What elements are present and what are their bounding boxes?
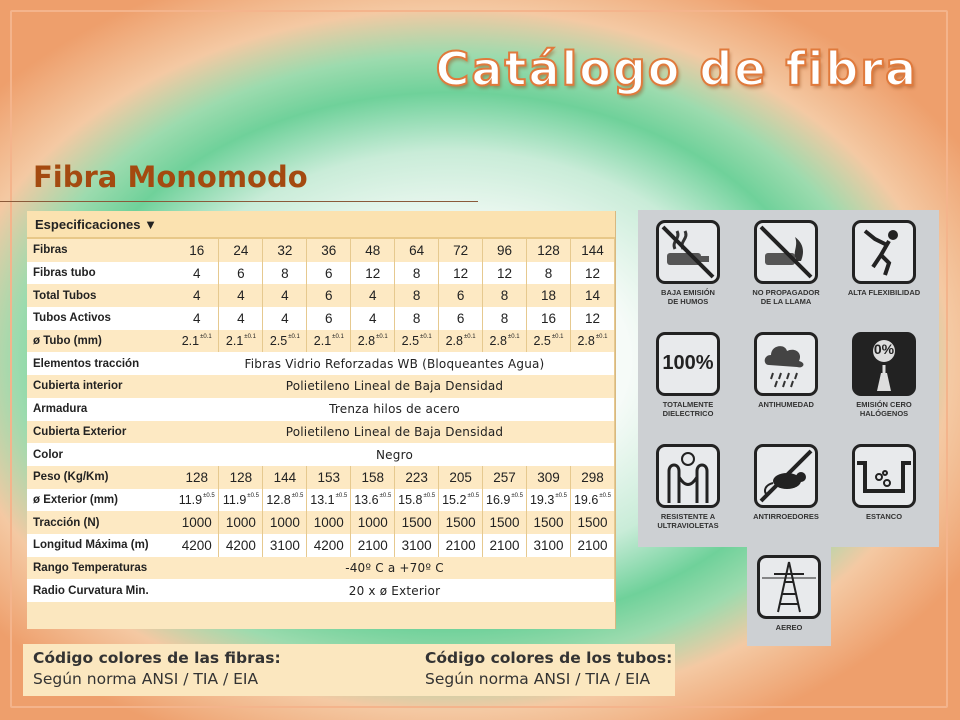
spec-row — [27, 421, 615, 444]
spec-label: Fibras tubo — [27, 262, 175, 285]
spec-value: 36 — [307, 239, 351, 262]
spec-value: 1500 — [439, 511, 483, 534]
tube-color-code-text: Según norma ANSI / TIA / EIA — [425, 670, 651, 688]
spec-value: 8 — [483, 307, 527, 330]
spec-value: $19.6^{\pm 0.5}$ — [570, 489, 614, 512]
spec-value: 8 — [395, 262, 439, 285]
spec-value: 24 — [219, 239, 263, 262]
flexibility-label: ALTA FLEXIBILIDAD — [847, 288, 921, 297]
spec-row — [27, 443, 615, 466]
spec-label: Tracción (N) — [27, 511, 175, 534]
fiber-color-code — [33, 648, 281, 690]
spec-value: 16 — [175, 239, 219, 262]
spec-value: 8 — [395, 307, 439, 330]
anti-rodent-label: ANTIRROEDORES — [753, 512, 819, 521]
spec-value: $15.2^{\pm 0.5}$ — [439, 489, 483, 512]
spec-row — [27, 534, 615, 557]
spec-value: $2.8^{\pm 0.1}$ — [570, 330, 614, 353]
spec-value: 12 — [351, 262, 395, 285]
spec-value: 128 — [527, 239, 571, 262]
spec-label: Peso (Kg/Km) — [27, 466, 175, 489]
spec-label: Longitud Máxima (m) — [27, 534, 175, 557]
spec-value: 1000 — [219, 511, 263, 534]
aerial-label: AEREO — [775, 623, 803, 632]
spec-label: ø Exterior (mm) — [27, 489, 175, 512]
spec-row — [27, 511, 615, 534]
spec-value: 6 — [307, 307, 351, 330]
spec-value: 309 — [527, 466, 571, 489]
spec-value: 6 — [439, 284, 483, 307]
spec-value: $13.6^{\pm 0.5}$ — [351, 489, 395, 512]
spec-value: 4200 — [219, 534, 263, 557]
spec-row — [27, 489, 615, 512]
spec-value: 298 — [570, 466, 614, 489]
spec-value: 3100 — [395, 534, 439, 557]
spec-value: 4 — [175, 307, 219, 330]
spec-label: Tubos Activos — [27, 307, 175, 330]
tube-color-code — [425, 648, 672, 690]
spec-value: $11.9^{\pm 0.5}$ — [175, 489, 219, 512]
spec-value: 257 — [483, 466, 527, 489]
spec-label: Color — [27, 443, 175, 466]
spec-value: $16.9^{\pm 0.5}$ — [483, 489, 527, 512]
low-smoke-icon — [656, 220, 720, 284]
spec-row — [27, 466, 615, 489]
spec-value: $2.1^{\pm 0.1}$ — [175, 330, 219, 353]
spec-value: 72 — [439, 239, 483, 262]
spec-value: 6 — [307, 284, 351, 307]
features-icon-panel — [638, 210, 939, 547]
spec-value: Polietileno Lineal de Baja Densidad — [175, 421, 615, 444]
spec-value: $2.8^{\pm 0.1}$ — [483, 330, 527, 353]
spec-value: $12.8^{\pm 0.5}$ — [263, 489, 307, 512]
spec-value: 1500 — [527, 511, 571, 534]
spec-value: 20 x ø Exterior — [175, 579, 615, 602]
spec-value: -40º C a +70º C — [175, 557, 615, 580]
spec-value: $2.8^{\pm 0.1}$ — [351, 330, 395, 353]
aerial-icon-panel — [747, 547, 831, 646]
watertight-label: ESTANCO — [865, 512, 903, 521]
spec-value: 8 — [483, 284, 527, 307]
spec-value: 64 — [395, 239, 439, 262]
feature-aerial — [739, 555, 839, 632]
flexibility-icon — [852, 220, 916, 284]
spec-value: 205 — [439, 466, 483, 489]
spec-value: 128 — [219, 466, 263, 489]
spec-value: 2100 — [439, 534, 483, 557]
spec-value: 1000 — [263, 511, 307, 534]
specifications-grid — [27, 239, 615, 602]
fiber-color-code-title: Código colores de las fibras: — [33, 649, 281, 667]
spec-value: 48 — [351, 239, 395, 262]
spec-value: 4 — [219, 307, 263, 330]
feature-flexibility — [834, 220, 934, 297]
spec-value: 12 — [570, 262, 614, 285]
spec-row — [27, 284, 615, 307]
spec-value: 3100 — [263, 534, 307, 557]
spec-value: 3100 — [527, 534, 571, 557]
specifications-header: Especificaciones ▼ — [27, 211, 615, 239]
spec-value: 6 — [439, 307, 483, 330]
spec-value: $19.3^{\pm 0.5}$ — [527, 489, 571, 512]
spec-value: $2.1^{\pm 0.1}$ — [219, 330, 263, 353]
spec-value: 4 — [351, 307, 395, 330]
spec-value: 144 — [570, 239, 614, 262]
feature-anti-humidity — [736, 332, 836, 409]
spec-label: Elementos tracción — [27, 352, 175, 375]
color-codes-panel — [23, 644, 675, 696]
feature-uv-resistant — [638, 444, 738, 530]
spec-value: 8 — [263, 262, 307, 285]
dielectric-label: TOTALMENTE DIELECTRICO — [662, 400, 714, 418]
feature-dielectric — [638, 332, 738, 418]
spec-value: 96 — [483, 239, 527, 262]
spec-value: $2.8^{\pm 0.1}$ — [439, 330, 483, 353]
spec-value: $13.1^{\pm 0.5}$ — [307, 489, 351, 512]
spec-value: $2.5^{\pm 0.1}$ — [395, 330, 439, 353]
spec-value: 12 — [483, 262, 527, 285]
spec-value: Trenza hilos de acero — [175, 398, 615, 421]
spec-value: $2.5^{\pm 0.1}$ — [527, 330, 571, 353]
specifications-table — [27, 211, 616, 629]
spec-value: $2.5^{\pm 0.1}$ — [263, 330, 307, 353]
spec-value: 4 — [175, 262, 219, 285]
dielectric-mark: 100% — [662, 352, 714, 374]
spec-value: 4200 — [175, 534, 219, 557]
spec-label: Total Tubos — [27, 284, 175, 307]
spec-value: 12 — [570, 307, 614, 330]
spec-value: 1500 — [395, 511, 439, 534]
spec-value: 4 — [219, 284, 263, 307]
spec-value: Fibras Vidrio Reforzadas WB (Bloqueantes Agua) — [175, 352, 615, 375]
spec-value: 2100 — [483, 534, 527, 557]
spec-label: Cubierta Exterior — [27, 421, 175, 444]
spec-row — [27, 330, 615, 353]
spec-label: Rango Temperaturas — [27, 557, 175, 580]
spec-row — [27, 375, 615, 398]
spec-row — [27, 398, 615, 421]
feature-zero-halogen — [834, 332, 934, 418]
feature-low-smoke — [638, 220, 738, 306]
slide-title: Catálogo de fibra — [435, 42, 918, 96]
spec-value: 2100 — [351, 534, 395, 557]
spec-label: Radio Curvatura Min. — [27, 579, 175, 602]
spec-value: 32 — [263, 239, 307, 262]
subtitle-divider — [0, 201, 478, 202]
feature-anti-rodent — [736, 444, 836, 521]
spec-value: 158 — [351, 466, 395, 489]
slide-subtitle: Fibra Monomodo — [33, 160, 308, 194]
zero-halogen-icon — [852, 332, 916, 396]
spec-value: 128 — [175, 466, 219, 489]
spec-value: 153 — [307, 466, 351, 489]
spec-value: 4200 — [307, 534, 351, 557]
spec-value: Negro — [175, 443, 615, 466]
spec-value: 1000 — [307, 511, 351, 534]
watertight-icon — [852, 444, 916, 508]
spec-value: Polietileno Lineal de Baja Densidad — [175, 375, 615, 398]
spec-value: $11.9^{\pm 0.5}$ — [219, 489, 263, 512]
spec-value: 144 — [263, 466, 307, 489]
spec-row — [27, 307, 615, 330]
tube-color-code-title: Código colores de los tubos: — [425, 649, 673, 667]
feature-watertight — [834, 444, 934, 521]
flame-retardant-label: NO PROPAGADOR DE LA LLAMA — [752, 288, 820, 306]
spec-label: Cubierta interior — [27, 375, 175, 398]
spec-value: 8 — [527, 262, 571, 285]
spec-row — [27, 579, 615, 602]
spec-value: 4 — [175, 284, 219, 307]
spec-value: 12 — [439, 262, 483, 285]
spec-value: $15.8^{\pm 0.5}$ — [395, 489, 439, 512]
spec-row — [27, 262, 615, 285]
spec-value: $2.1^{\pm 0.1}$ — [307, 330, 351, 353]
uv-resistant-label: RESISTENTE A ULTRAVIOLETAS — [657, 512, 719, 530]
spec-value: 4 — [263, 284, 307, 307]
spec-value: 1000 — [351, 511, 395, 534]
spec-value: 6 — [307, 262, 351, 285]
spec-value: 1500 — [483, 511, 527, 534]
spec-value: 6 — [219, 262, 263, 285]
spec-value: 14 — [570, 284, 614, 307]
spec-value: 4 — [263, 307, 307, 330]
spec-value: 223 — [395, 466, 439, 489]
spec-value: 1000 — [175, 511, 219, 534]
spec-label: Fibras — [27, 239, 175, 262]
aerial-icon — [757, 555, 821, 619]
anti-humidity-label: ANTIHUMEDAD — [758, 400, 814, 409]
zero-halogen-mark: 0% — [873, 341, 895, 357]
spec-value: 1500 — [570, 511, 614, 534]
uv-resistant-icon — [656, 444, 720, 508]
spec-row — [27, 239, 615, 262]
spec-value: 8 — [395, 284, 439, 307]
anti-humidity-icon — [754, 332, 818, 396]
anti-rodent-icon — [754, 444, 818, 508]
spec-value: 2100 — [570, 534, 614, 557]
spec-row — [27, 557, 615, 580]
spec-row — [27, 352, 615, 375]
dielectric-icon — [656, 332, 720, 396]
spec-value: 4 — [351, 284, 395, 307]
low-smoke-label: BAJA EMISIÓN DE HUMOS — [661, 288, 715, 306]
feature-flame-retardant — [736, 220, 836, 306]
spec-value: 16 — [527, 307, 571, 330]
spec-value: 18 — [527, 284, 571, 307]
fiber-color-code-text: Según norma ANSI / TIA / EIA — [33, 670, 259, 688]
flame-retardant-icon — [754, 220, 818, 284]
zero-halogen-label: EMISIÓN CERO HALÓGENOS — [856, 400, 912, 418]
spec-label: ø Tubo (mm) — [27, 330, 175, 353]
spec-label: Armadura — [27, 398, 175, 421]
